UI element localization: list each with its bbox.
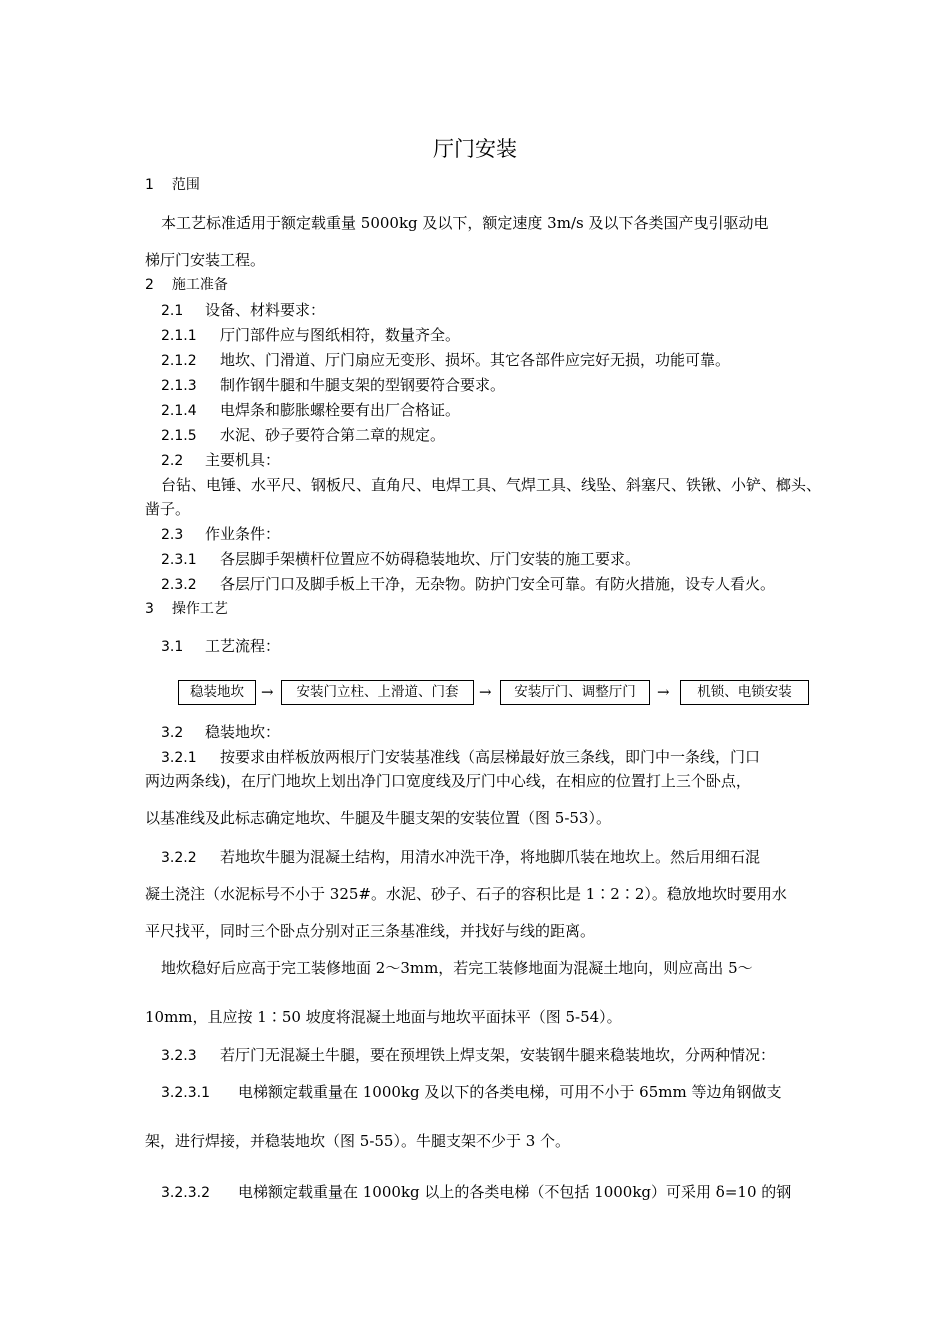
item-text: 电焊条和膨胀螺栓要有出厂合格证。 xyxy=(220,401,461,419)
section-number: 1 xyxy=(145,177,154,193)
subsection-3-2 xyxy=(161,722,280,743)
item-3-2-3-1-line-2: 架，进行焊接，并稳装地坎（图 5-55）。牛腿支架不少于 3 个。 xyxy=(145,1132,571,1150)
section-title: 范围 xyxy=(171,177,200,193)
item-text: 电梯额定载重量在 1000kg 以上的各类电梯（不包括 1000kg）可采用 δ=10 的钢 xyxy=(238,1183,792,1201)
flow-step-1: 稳装地坎 xyxy=(178,680,256,705)
subsection-title: 稳装地坎： xyxy=(205,723,281,741)
subsection-number: 2.1 xyxy=(161,303,184,319)
item-3-2-3 xyxy=(161,1045,775,1066)
section-2-heading xyxy=(145,275,228,295)
tools-list-line-1: 台钻、电锤、水平尺、钢板尺、直角尺、电焊工具、气焊工具、线坠、斜塞尺、铁锹、小铲、榔头、 xyxy=(161,476,822,494)
subsection-2-3 xyxy=(161,524,280,545)
item-number: 3.2.3 xyxy=(161,1048,197,1064)
sill-note-line-1: 地炊稳好后应高于完工装修地面 2～3mm，若完工装修地面为混凝土地向，则应高出 5～ xyxy=(161,959,753,977)
item-number: 3.2.1 xyxy=(161,750,197,766)
subsection-title: 设备、材料要求： xyxy=(205,301,326,319)
item-number: 3.2.2 xyxy=(161,850,197,866)
item-2-3-2 xyxy=(161,574,775,595)
item-text: 水泥、砂子要符合第二章的规定。 xyxy=(220,426,446,444)
flow-arrow-icon: → xyxy=(261,683,274,701)
flow-arrow-icon: → xyxy=(479,683,492,701)
section-title: 操作工艺 xyxy=(171,601,228,617)
item-text: 各层脚手架横杆位置应不妨碍稳装地坎、厅门安装的施工要求。 xyxy=(220,550,641,568)
item-2-3-1 xyxy=(161,549,640,570)
section-title: 施工准备 xyxy=(171,277,228,293)
section-1-heading xyxy=(145,175,200,195)
item-3-2-1-line-1 xyxy=(161,747,760,768)
scope-paragraph-line-1: 本工艺标准适用于额定载重量 5000kg 及以下，额定速度 3m/s 及以下各类国产曳引驱动电 xyxy=(161,214,769,232)
item-number: 2.1.4 xyxy=(161,403,197,419)
subsection-number: 2.2 xyxy=(161,453,184,469)
subsection-2-1 xyxy=(161,300,325,321)
item-number: 2.3.1 xyxy=(161,552,197,568)
item-text: 若地坎牛腿为混凝土结构，用清水冲洗干净，将地脚爪装在地坎上。然后用细石混 xyxy=(220,848,761,866)
section-number: 3 xyxy=(145,601,154,617)
item-number: 3.2.3.1 xyxy=(161,1085,210,1101)
item-text: 各层厅门口及脚手板上干净，无杂物。防护门安全可靠。有防火措施，设专人看火。 xyxy=(220,575,776,593)
item-3-2-2-line-2: 凝土浇注（水泥标号不小于 325#。水泥、砂子、石子的容积比是 1∶2∶2）。稳放地坎时要用水 xyxy=(145,885,787,903)
item-3-2-1-line-2: 两边两条线)，在厅门地坎上划出净门口宽度线及厅门中心线，在相应的位置打上三个卧点， xyxy=(145,772,751,790)
flow-step-3: 安装厅门、调整厅门 xyxy=(500,680,650,705)
item-number: 3.2.3.2 xyxy=(161,1185,210,1201)
page-title: 厅门安装 xyxy=(433,137,517,161)
item-text: 厅门部件应与图纸相符，数量齐全。 xyxy=(220,326,461,344)
subsection-number: 2.3 xyxy=(161,527,184,543)
subsection-3-1 xyxy=(161,636,280,657)
section-3-heading xyxy=(145,599,228,619)
item-3-2-2-line-3: 平尺找平，同时三个卧点分别对正三条基准线，并找好与线的距离。 xyxy=(145,922,596,940)
item-number: 2.1.1 xyxy=(161,328,197,344)
subsection-title: 工艺流程： xyxy=(205,637,281,655)
subsection-number: 3.2 xyxy=(161,725,184,741)
item-text: 若厅门无混凝土牛腿，要在预埋铁上焊支架，安装钢牛腿来稳装地坎，分两种情况： xyxy=(220,1046,776,1064)
item-text: 地坎、门滑道、厅门扇应无变形、损坏。其它各部件应完好无损，功能可靠。 xyxy=(220,351,731,369)
item-number: 2.1.2 xyxy=(161,353,197,369)
item-2-1-5 xyxy=(161,425,445,446)
subsection-title: 主要机具： xyxy=(205,451,281,469)
item-text: 制作钢牛腿和牛腿支架的型钢要符合要求。 xyxy=(220,376,506,394)
subsection-title: 作业条件： xyxy=(205,525,281,543)
item-text: 电梯额定载重量在 1000kg 及以下的各类电梯，可用不小于 65mm 等边角钢做支 xyxy=(238,1083,782,1101)
tools-list-line-2: 凿子。 xyxy=(145,500,191,518)
flow-arrow-icon: → xyxy=(657,683,670,701)
item-3-2-2-line-1 xyxy=(161,847,760,868)
item-text: 按要求由样板放两根厅门安装基准线（高层梯最好放三条线，即门中一条线，门口 xyxy=(220,748,761,766)
item-2-1-1 xyxy=(161,325,460,346)
item-2-1-4 xyxy=(161,400,460,421)
section-number: 2 xyxy=(145,277,154,293)
scope-paragraph-line-2: 梯厅门安装工程。 xyxy=(145,251,266,269)
item-2-1-2 xyxy=(161,350,730,371)
flow-step-2: 安装门立柱、上滑道、门套 xyxy=(281,680,474,705)
item-number: 2.1.5 xyxy=(161,428,197,444)
flow-step-4: 机锁、电锁安装 xyxy=(680,680,809,705)
item-number: 2.3.2 xyxy=(161,577,197,593)
item-3-2-3-1-line-1 xyxy=(161,1082,781,1103)
item-2-1-3 xyxy=(161,375,505,396)
sill-note-line-2: 10mm，且应按 1∶50 坡度将混凝土地面与地坎平面抹平（图 5-54）。 xyxy=(145,1008,622,1026)
subsection-2-2 xyxy=(161,450,280,471)
item-3-2-1-line-3: 以基准线及此标志确定地坎、牛腿及牛腿支架的安装位置（图 5-53）。 xyxy=(145,809,611,827)
subsection-number: 3.1 xyxy=(161,639,184,655)
item-3-2-3-2 xyxy=(161,1182,791,1203)
item-number: 2.1.3 xyxy=(161,378,197,394)
